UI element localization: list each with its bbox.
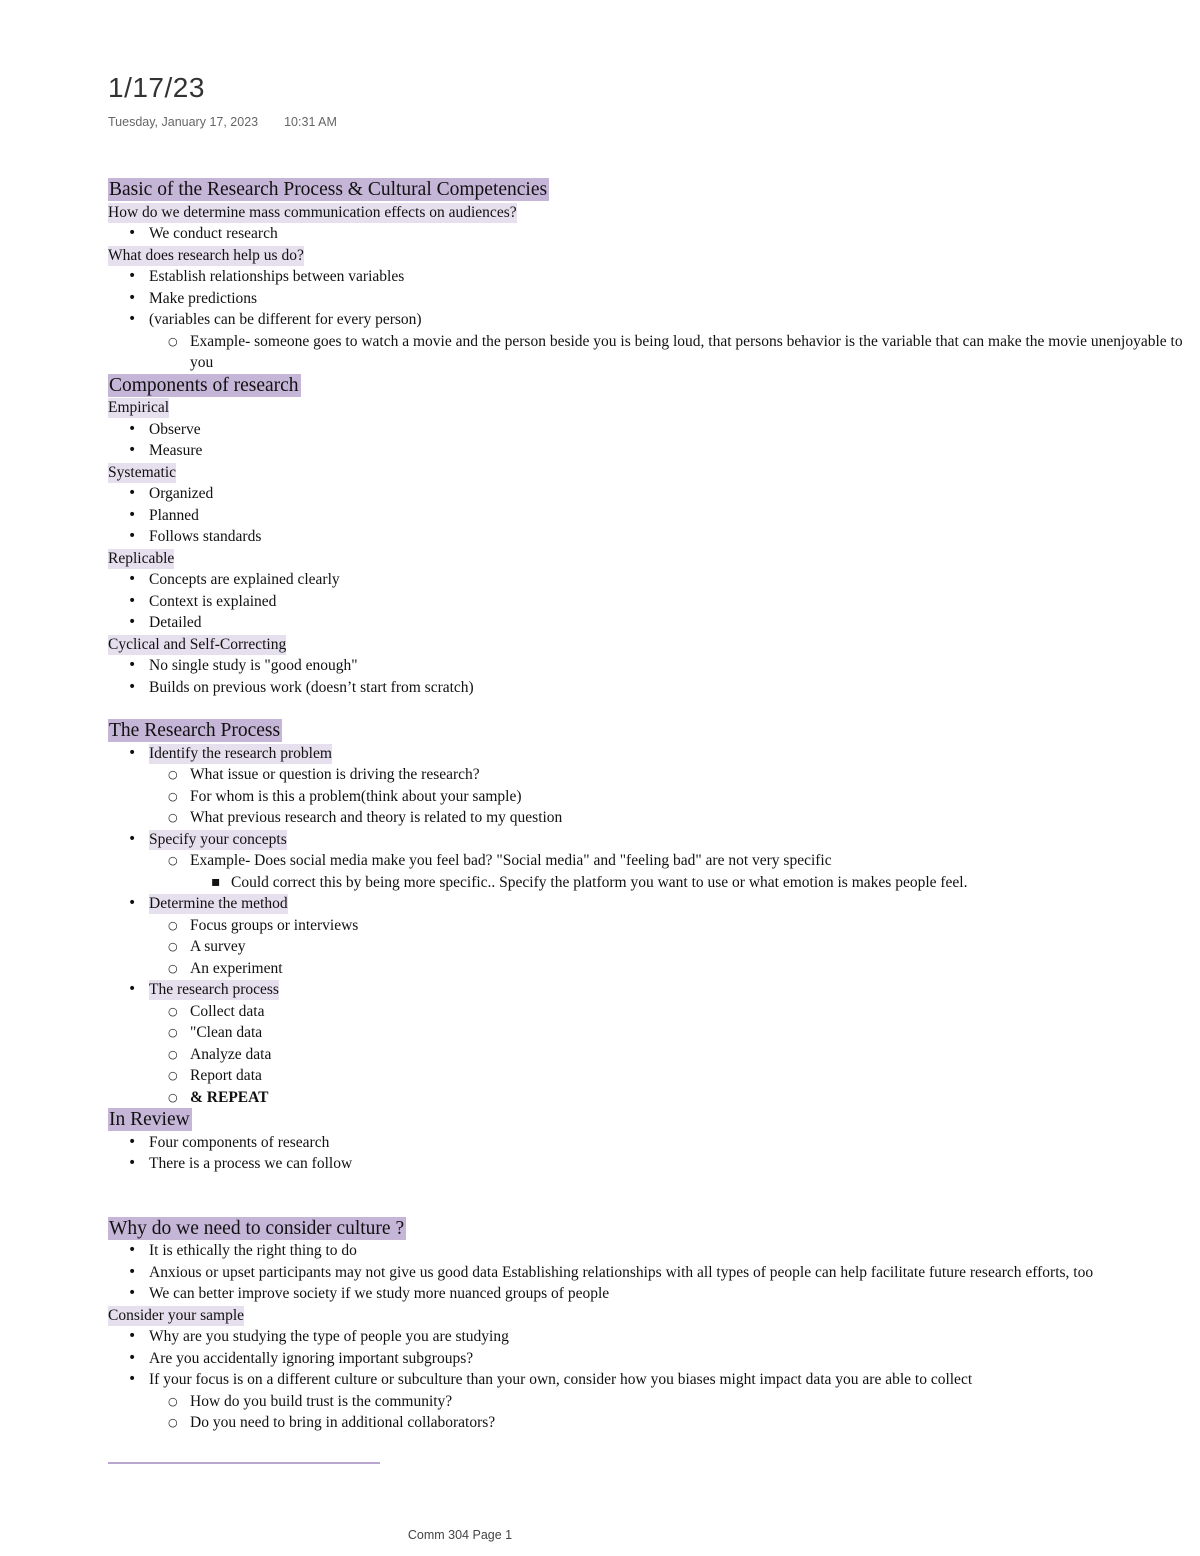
sub-list-item (108, 1022, 1193, 1044)
bullet-circle-icon (168, 850, 178, 872)
bullet-dot-icon (128, 591, 136, 613)
list-item-text: We can better improve society if we study more nuanced groups of people (149, 1285, 610, 1302)
list-item (108, 526, 1193, 548)
list-item-text: Detailed (149, 614, 202, 631)
list-item-text: If your focus is on a different culture or subculture than your own, consider how you biases might impact data you are able to collect (149, 1371, 973, 1388)
bullet-circle-icon (168, 1044, 178, 1066)
section-heading: Why do we need to consider culture ? (109, 1217, 405, 1239)
bullet-circle-icon (168, 786, 178, 808)
bullet-dot-icon (128, 266, 136, 288)
bullet-circle-icon (168, 936, 178, 958)
bullet-dot-icon (128, 1240, 136, 1262)
section-heading-row (108, 374, 1193, 398)
bullet-dot-icon (128, 505, 136, 527)
sub-list-item (108, 1044, 1193, 1066)
sub-list-item-text: Analyze data (190, 1045, 272, 1063)
list-item (108, 288, 1193, 310)
page-footer: Comm 304 Page 1 (407, 1528, 513, 1542)
list-item-text: The research process (149, 981, 279, 998)
list-item-text: Four components of research (149, 1133, 330, 1151)
sub-list-item-text: Report data (190, 1067, 262, 1084)
list-item-text: (variables can be different for every person) (149, 311, 422, 328)
section-heading-row (108, 178, 1193, 202)
section-heading-row (108, 719, 1193, 743)
subheading: Empirical (108, 399, 170, 416)
list-item (108, 1348, 1193, 1370)
bullet-dot-icon (128, 440, 136, 462)
bullet-dot-icon (128, 829, 136, 851)
sub-list-item-text: What issue or question is driving the research? (190, 766, 480, 783)
sub-list-item (108, 1065, 1193, 1087)
list-item (108, 655, 1193, 677)
sub-list-item (108, 331, 1193, 374)
list-item (108, 1326, 1193, 1348)
bullet-dot-icon (128, 1283, 136, 1305)
list-item (108, 1153, 1193, 1175)
list-item (108, 1369, 1193, 1391)
bullet-dot-icon (128, 1153, 136, 1175)
list-item-text: Specify your concepts (149, 830, 287, 848)
bullet-dot-icon (128, 1348, 136, 1370)
sub-list-item (108, 1412, 1193, 1434)
bullet-dot-icon (128, 743, 136, 765)
bullet-dot-icon (128, 288, 136, 310)
bullet-dot-icon (128, 1369, 136, 1391)
list-item-text: Establish relationships between variables (149, 268, 405, 285)
list-item-text: Observe (149, 420, 201, 438)
list-item-text: We conduct research (149, 225, 278, 242)
bullet-dot-icon (128, 526, 136, 548)
sub-list-item-text: For whom is this a problem(think about your sample) (190, 787, 522, 805)
sub-sub-list-item (108, 872, 1193, 894)
list-item (108, 266, 1193, 288)
sub-list-item (108, 1391, 1193, 1413)
sub-list-item (108, 807, 1193, 829)
list-item (108, 612, 1193, 634)
list-item (108, 743, 1193, 765)
subheading-row (108, 397, 1193, 419)
bullet-circle-icon (168, 807, 178, 829)
bullet-circle-icon (168, 1087, 178, 1109)
list-item-text: There is a process we can follow (149, 1155, 353, 1172)
subheading-row (108, 1305, 1193, 1327)
bullet-circle-icon (168, 1001, 178, 1023)
list-item-text: Anxious or upset participants may not give us good data Establishing relationships with all types of people can help facilitate future research efforts, too (149, 1263, 1094, 1281)
sub-list-item (108, 915, 1193, 937)
section-heading-row (108, 1108, 1193, 1132)
list-item-text: Identify the research problem (149, 744, 332, 762)
list-item (108, 223, 1193, 245)
subheading: Cyclical and Self-Correcting (108, 635, 287, 653)
subheading-row (108, 548, 1193, 570)
bullet-circle-icon (168, 1412, 178, 1434)
bullet-dot-icon (128, 677, 136, 699)
bullet-dot-icon (128, 223, 136, 245)
page-title: 1/17/23 (108, 72, 205, 103)
list-item (108, 440, 1193, 462)
sub-list-item-text: What previous research and theory is related to my question (190, 809, 563, 826)
list-item-text: Builds on previous work (doesn’t start from scratch) (149, 678, 474, 696)
page-time: 10:31 AM (284, 115, 337, 129)
sub-list-item (108, 1001, 1193, 1023)
sub-list-item (108, 958, 1193, 980)
bullet-circle-icon (168, 331, 178, 353)
bullet-dot-icon (128, 569, 136, 591)
bullet-square-icon (211, 872, 221, 894)
list-item (108, 309, 1193, 331)
list-item-text: No single study is "good enough" (149, 657, 358, 674)
section-heading: Basic of the Research Process & Cultural Competencies (109, 179, 548, 200)
subheading: How do we determine mass communication effects on audiences? (108, 203, 517, 221)
sub-list-item-text: Collect data (190, 1002, 265, 1020)
subheading: Consider your sample (108, 1306, 245, 1324)
list-item-text: Organized (149, 485, 214, 502)
list-item-text: Why are you studying the type of people you are studying (149, 1328, 509, 1345)
sub-list-item (108, 764, 1193, 786)
list-item-text: Determine the method (149, 895, 288, 912)
sub-list-item (108, 786, 1193, 808)
sub-list-item (108, 1087, 1193, 1109)
bullet-circle-icon (168, 1022, 178, 1044)
list-item-text: It is ethically the right thing to do (149, 1242, 357, 1259)
sub-list-item-text: How do you build trust is the community? (190, 1392, 453, 1410)
section-heading: Components of research (109, 374, 299, 396)
bullet-circle-icon (168, 1391, 178, 1413)
bullet-circle-icon (168, 915, 178, 937)
sub-list-item-text: "Clean data (190, 1024, 263, 1041)
list-item (108, 829, 1193, 851)
list-item (108, 591, 1193, 613)
sub-list-item-text: Example- Does social media make you feel bad? "Social media" and "feeling bad" are not very specific (190, 852, 832, 869)
sub-list-item (108, 850, 1193, 872)
page-timestamp (108, 115, 337, 129)
sub-list-item-text: Focus groups or interviews (190, 916, 359, 934)
section-heading: The Research Process (109, 720, 281, 741)
list-item-text: Context is explained (149, 592, 277, 610)
list-item-text: Make predictions (149, 289, 258, 307)
bullet-dot-icon (128, 1326, 136, 1348)
bullet-dot-icon (128, 1132, 136, 1154)
page-date: Tuesday, January 17, 2023 (108, 115, 259, 129)
list-item-text: Planned (149, 506, 199, 524)
bullet-circle-icon (168, 958, 178, 980)
list-item (108, 677, 1193, 699)
bullet-circle-icon (168, 1065, 178, 1087)
list-item-text: Concepts are explained clearly (149, 571, 340, 588)
sub-list-item-text: Example- someone goes to watch a movie and the person beside you is being loud, that persons behavior is the variable that can make the movie unenjoyable to you (190, 332, 1183, 371)
subheading-row (108, 462, 1193, 484)
list-item (108, 419, 1193, 441)
subheading: Systematic (108, 463, 177, 481)
list-item (108, 1262, 1193, 1284)
bullet-circle-icon (168, 764, 178, 786)
bullet-dot-icon (128, 612, 136, 634)
subheading-row (108, 202, 1193, 224)
bullet-dot-icon (128, 419, 136, 441)
subheading-row (108, 634, 1193, 656)
subheading: What does research help us do? (108, 246, 304, 264)
list-item-text: Measure (149, 442, 203, 459)
sub-list-item (108, 936, 1193, 958)
list-item (108, 483, 1193, 505)
list-item-text: Follows standards (149, 528, 262, 545)
bullet-dot-icon (128, 655, 136, 677)
list-item (108, 1283, 1193, 1305)
sub-list-item-text: & REPEAT (190, 1088, 269, 1106)
subheading: Replicable (108, 549, 175, 567)
list-item (108, 569, 1193, 591)
list-item (108, 1240, 1193, 1262)
bullet-dot-icon (128, 483, 136, 505)
sub-list-item-text: Do you need to bring in additional collaborators? (190, 1414, 496, 1431)
highlight-underline (108, 1462, 380, 1464)
list-item (108, 505, 1193, 527)
bullet-dot-icon (128, 893, 136, 915)
sub-list-item-text: A survey (190, 938, 246, 955)
section-heading-row (108, 1217, 1193, 1241)
sub-list-item-text: An experiment (190, 959, 283, 977)
subheading-row (108, 245, 1193, 267)
bullet-dot-icon (128, 309, 136, 331)
section-heading: In Review (109, 1109, 190, 1130)
list-item (108, 1132, 1193, 1154)
list-item (108, 979, 1193, 1001)
sub-sub-list-item-text: Could correct this by being more specific.. Specify the platform you want to use or what emotion is makes people feel. (231, 873, 968, 891)
bullet-dot-icon (128, 1262, 136, 1284)
bullet-dot-icon (128, 979, 136, 1001)
list-item-text: Are you accidentally ignoring important subgroups? (149, 1349, 474, 1367)
note-content (108, 178, 1193, 1434)
list-item (108, 893, 1193, 915)
